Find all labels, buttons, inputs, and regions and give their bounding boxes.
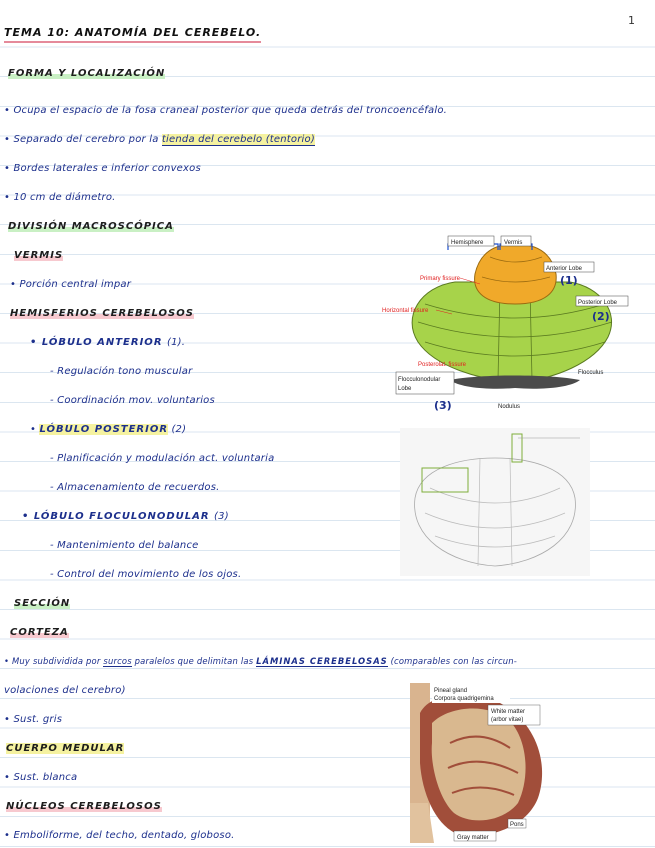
text-line: • 10 cm de diámetro. (4, 192, 116, 203)
page-title: TEMA 10: ANATOMÍA DEL CEREBELO. (4, 26, 261, 43)
text-line: volaciones del cerebro) (4, 685, 126, 696)
label-posterolateral-fissure: Posterolat. fissure (418, 362, 467, 368)
text-line: • Sust. blanca (4, 772, 78, 783)
label-pons: Pons (510, 822, 524, 828)
label-flocculus: Flocculus (578, 370, 604, 376)
label-horizontal-fissure: Horizontal fissure (382, 308, 429, 314)
heading-forma: FORMA Y LOCALIZACIÓN (8, 68, 166, 79)
text-line: • LÓBULO POSTERIOR (2) (30, 424, 187, 435)
text-line: - Regulación tono muscular (50, 366, 193, 377)
label-posterior-lobe: Posterior Lobe (578, 300, 618, 306)
text-line: • Ocupa el espacio de la fosa craneal posterior que queda detrás del troncoencéfalo. (4, 105, 448, 116)
text-line: • Sust. gris (4, 714, 63, 725)
heading-corteza: CORTEZA (10, 627, 69, 638)
label-arbor-vitae: (arbor vitae) (491, 717, 524, 723)
label-pineal-gland: Pineal gland (434, 688, 468, 694)
heading-cuerpo: CUERPO MEDULAR (6, 743, 125, 754)
text-line: • Emboliforme, del techo, dentado, globoso. (4, 830, 235, 841)
text-line: - Control del movimiento de los ojos. (50, 569, 242, 580)
heading-seccion: SECCIÓN (14, 598, 71, 609)
text-line: - Mantenimiento del balance (50, 540, 199, 551)
marker-1: (1) (560, 274, 578, 287)
text-line: • LÓBULO FLOCULONODULAR (3) (22, 511, 229, 522)
heading-division: DIVISIÓN MACROSCÓPICA (8, 221, 174, 232)
text-line: • Bordes laterales e inferior convexos (4, 163, 201, 174)
label-white-matter: White matter (491, 709, 526, 715)
cerebellum-section-figure (410, 683, 560, 843)
label-hemisphere: Hemisphere (451, 240, 484, 246)
label-gray-matter: Gray matter (457, 835, 489, 841)
cerebellum-sketch-figure (400, 428, 590, 576)
label-lobe: Lobe (398, 386, 412, 392)
heading-nucleos: NÚCLEOS CEREBELOSOS (6, 801, 162, 812)
marker-3: (3) (434, 399, 452, 412)
text-line: • LÓBULO ANTERIOR (1). (30, 337, 186, 348)
text-line: - Almacenamiento de recuerdos. (50, 482, 220, 493)
label-primary-fissure: Primary fissure (420, 276, 461, 282)
heading-hemisferios: HEMISFERIOS CEREBELOSOS (10, 308, 194, 319)
text-line: • Porción central impar (10, 279, 132, 290)
heading-vermis: VERMIS (14, 250, 64, 261)
page-number: 1 (628, 14, 635, 27)
text-line: - Planificación y modulación act. voluntaria (50, 453, 275, 464)
label-anterior-lobe: Anterior Lobe (546, 266, 583, 272)
text-line: • Muy subdividida por surcos paralelos que delimitan las LÁMINAS CEREBELOSAS (comparables con las circun- (4, 656, 517, 666)
label-nodulus: Nodulus (498, 404, 521, 410)
marker-2: (2) (592, 310, 610, 323)
label-vermis: Vermis (504, 240, 523, 246)
label-corpora-quadrigemina: Corpora quadrigemina (434, 696, 494, 702)
label-flocculonodular: Flocculonodular (398, 377, 441, 383)
text-line: - Coordinación mov. voluntarios (50, 395, 215, 406)
cerebellum-lobes-figure (380, 232, 635, 417)
text-line: • Separado del cerebro por la tienda del cerebelo (tentorio) (4, 134, 315, 145)
